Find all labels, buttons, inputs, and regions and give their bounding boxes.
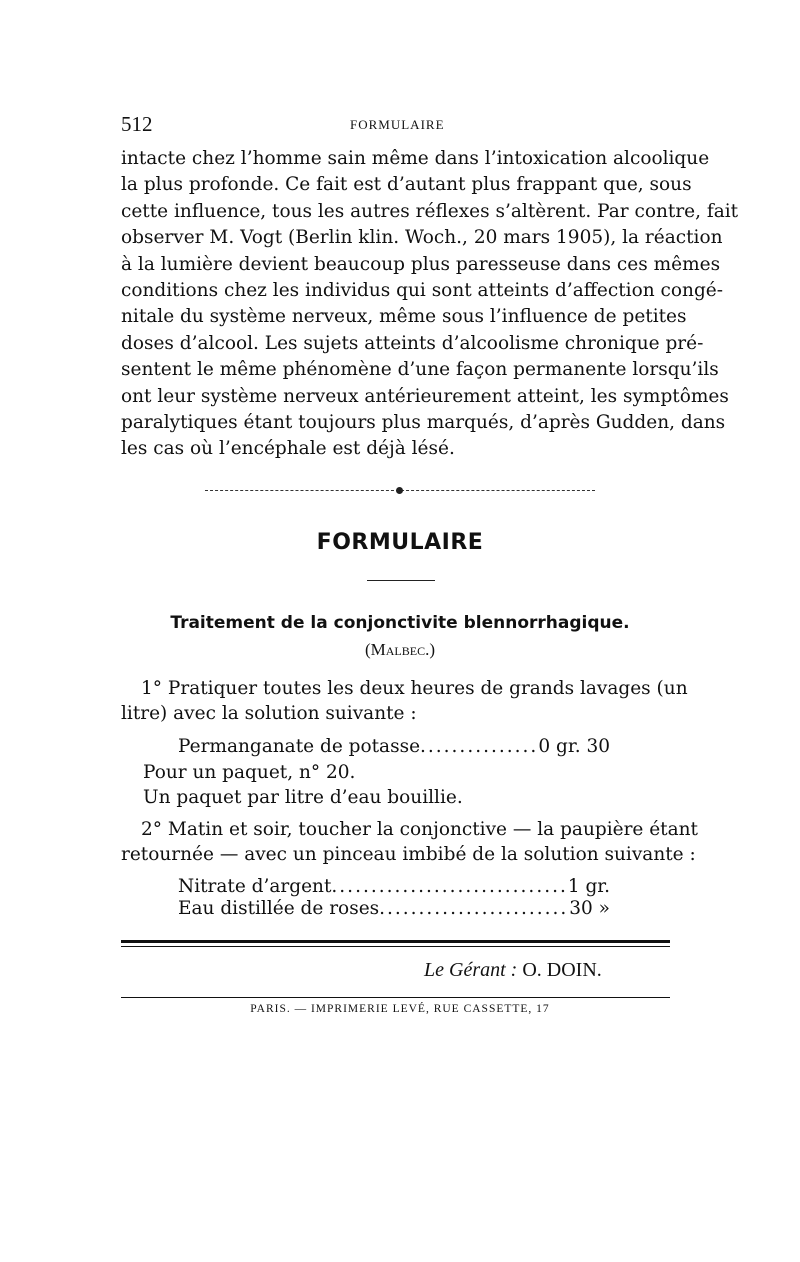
paragraph-line: doses d’alcool. Les sujets atteints d’alcoolisme chronique pré- [121, 332, 704, 354]
note-line: Un paquet par litre d’eau bouillie. [143, 787, 463, 808]
signature-name: O. DOIN. [522, 959, 602, 981]
step-1-notes [143, 760, 463, 810]
paragraph-line: cette influence, tous les autres réflexes s’altèrent. Par contre, fait [121, 200, 739, 222]
leader-dots [331, 876, 567, 898]
ingredient-name: Permanganate de potasse [178, 736, 421, 757]
running-title: FORMULAIRE [350, 117, 445, 132]
ingredient-quantity: 30 » [569, 898, 610, 919]
paragraph-line: à la lumière devient beaucoup plus paresseuse dans ces mêmes [121, 253, 721, 275]
ingredient-quantity: 0 gr. 30 [538, 736, 610, 757]
step-2-line: 2° Matin et soir, toucher la conjonctive — la paupière étant [141, 819, 698, 840]
ingredient-name: Eau distillée de roses [178, 898, 380, 919]
paragraph-line: observer M. Vogt (Berlin klin. Woch., 20 mars 1905), la réaction [121, 227, 723, 249]
leader-dots [420, 736, 538, 758]
signature-label: Le Gérant : [424, 959, 518, 981]
step-2-line: retournée — avec un pinceau imbibé de la solution suivante : [121, 844, 696, 865]
footer-rule [121, 997, 670, 998]
paragraph-line: paralytiques étant toujours plus marqués, d’après Gudden, dans [121, 411, 726, 433]
section-title: FORMULAIRE [316, 530, 484, 555]
step-2 [121, 817, 698, 867]
ingredient-row [178, 876, 610, 898]
leader-dots [379, 898, 569, 920]
divider-ornament [396, 487, 403, 494]
paragraph-line: sentent le même phénomène d’une façon permanente lorsqu’ils [121, 359, 719, 381]
signature [424, 959, 602, 982]
ingredient-quantity: 1 gr. [567, 876, 610, 897]
paragraph-line: les cas où l’encéphale est déjà lésé. [121, 438, 455, 460]
step-1-line: 1° Pratiquer toutes les deux heures de grands lavages (un [141, 678, 688, 699]
ingredient-row [178, 898, 610, 920]
paragraph-line: conditions chez les individus qui sont atteints d’affection congé- [121, 279, 723, 301]
title-underline [367, 580, 435, 581]
recipe-author: (Malbec.) [364, 640, 436, 659]
step-1-line: litre) avec la solution suivante : [121, 703, 417, 724]
recipe-title: Traitement de la conjonctivite blennorrhagique. [170, 613, 630, 633]
step-1 [121, 676, 688, 726]
note-line: Pour un paquet, n° 20. [143, 762, 356, 783]
paragraph-line: nitale du système nerveux, même sous l’influence de petites [121, 306, 687, 328]
paragraph-line: ont leur système nerveux antérieurement atteint, les symptômes [121, 385, 729, 407]
page-number: 512 [121, 112, 153, 136]
closing-rule-thin [121, 946, 670, 947]
closing-rule-thick [121, 940, 670, 943]
paragraph-line: la plus profonde. Ce fait est d’autant plus frappant que, sous [121, 174, 692, 196]
ingredient-row [178, 736, 610, 758]
ingredient-list [178, 876, 610, 920]
body-paragraph [121, 146, 739, 463]
ingredient-name: Nitrate d’argent [178, 876, 332, 897]
paragraph-line: intacte chez l’homme sain même dans l’intoxication alcoolique [121, 148, 710, 169]
printer-imprint: PARIS. — IMPRIMERIE LEVÉ, RUE CASSETTE, 17 [250, 1003, 550, 1015]
